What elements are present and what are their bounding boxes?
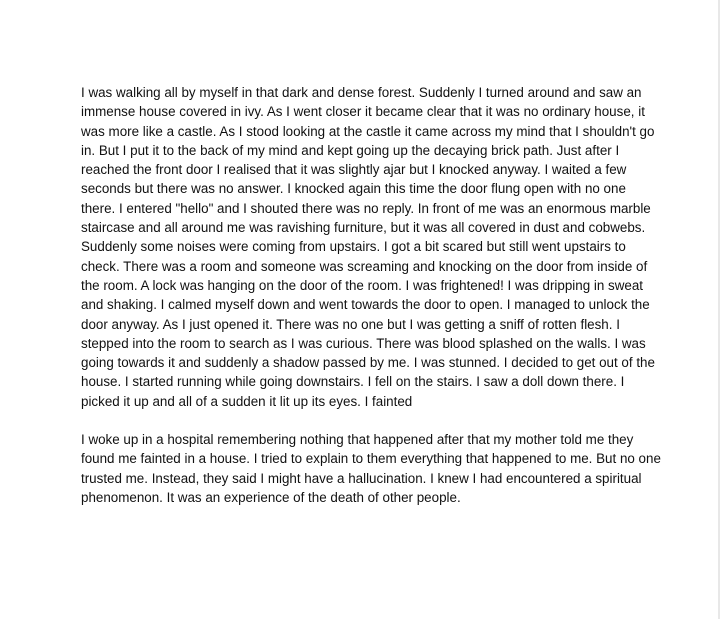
document-body <box>81 83 661 507</box>
story-paragraph-1: I was walking all by myself in that dark and dense forest. Suddenly I turned around and saw an immense house covered in ivy. As I went closer it became clear that it was no ordinary house, it was more like a castle. As I stood looking at the castle it came across my mind that I shouldn't go in. But I put it to the back of my mind and kept going up the decaying brick path. Just after I reached the front door I realised that it was slightly ajar but I knocked anyway. I waited a few seconds but there was no answer. I knocked again this time the door flung open with no one there. I entered "hello" and I shouted there was no reply. In front of me was an enormous marble staircase and all around me was ravishing furniture, but it was all covered in dust and cobwebs. Suddenly some noises were coming from upstairs. I got a bit scared but still went upstairs to check. There was a room and someone was screaming and knocking on the door from inside of the room. A lock was hanging on the door of the room. I was frightened! I was dripping in sweat and shaking. I calmed myself down and went towards the door to open. I managed to unlock the door anyway. As I just opened it. There was no one but I was getting a sniff of rotten flesh. I stepped into the room to search as I was curious. There was blood splashed on the walls. I was going towards it and suddenly a shadow passed by me. I was stunned. I decided to get out of the house. I started running while going downstairs. I fell on the stairs. I saw a doll down there. I picked it up and all of a sudden it lit up its eyes. I fainted <box>81 85 655 409</box>
story-paragraph-2: I woke up in a hospital remembering nothing that happened after that my mother told me they found me fainted in a house. I tried to explain to them everything that happened to me. But no one trusted me. Instead, they said I might have a hallucination. I knew I had encountered a spiritual phenomenon. It was an experience of the death of other people. <box>81 432 661 505</box>
